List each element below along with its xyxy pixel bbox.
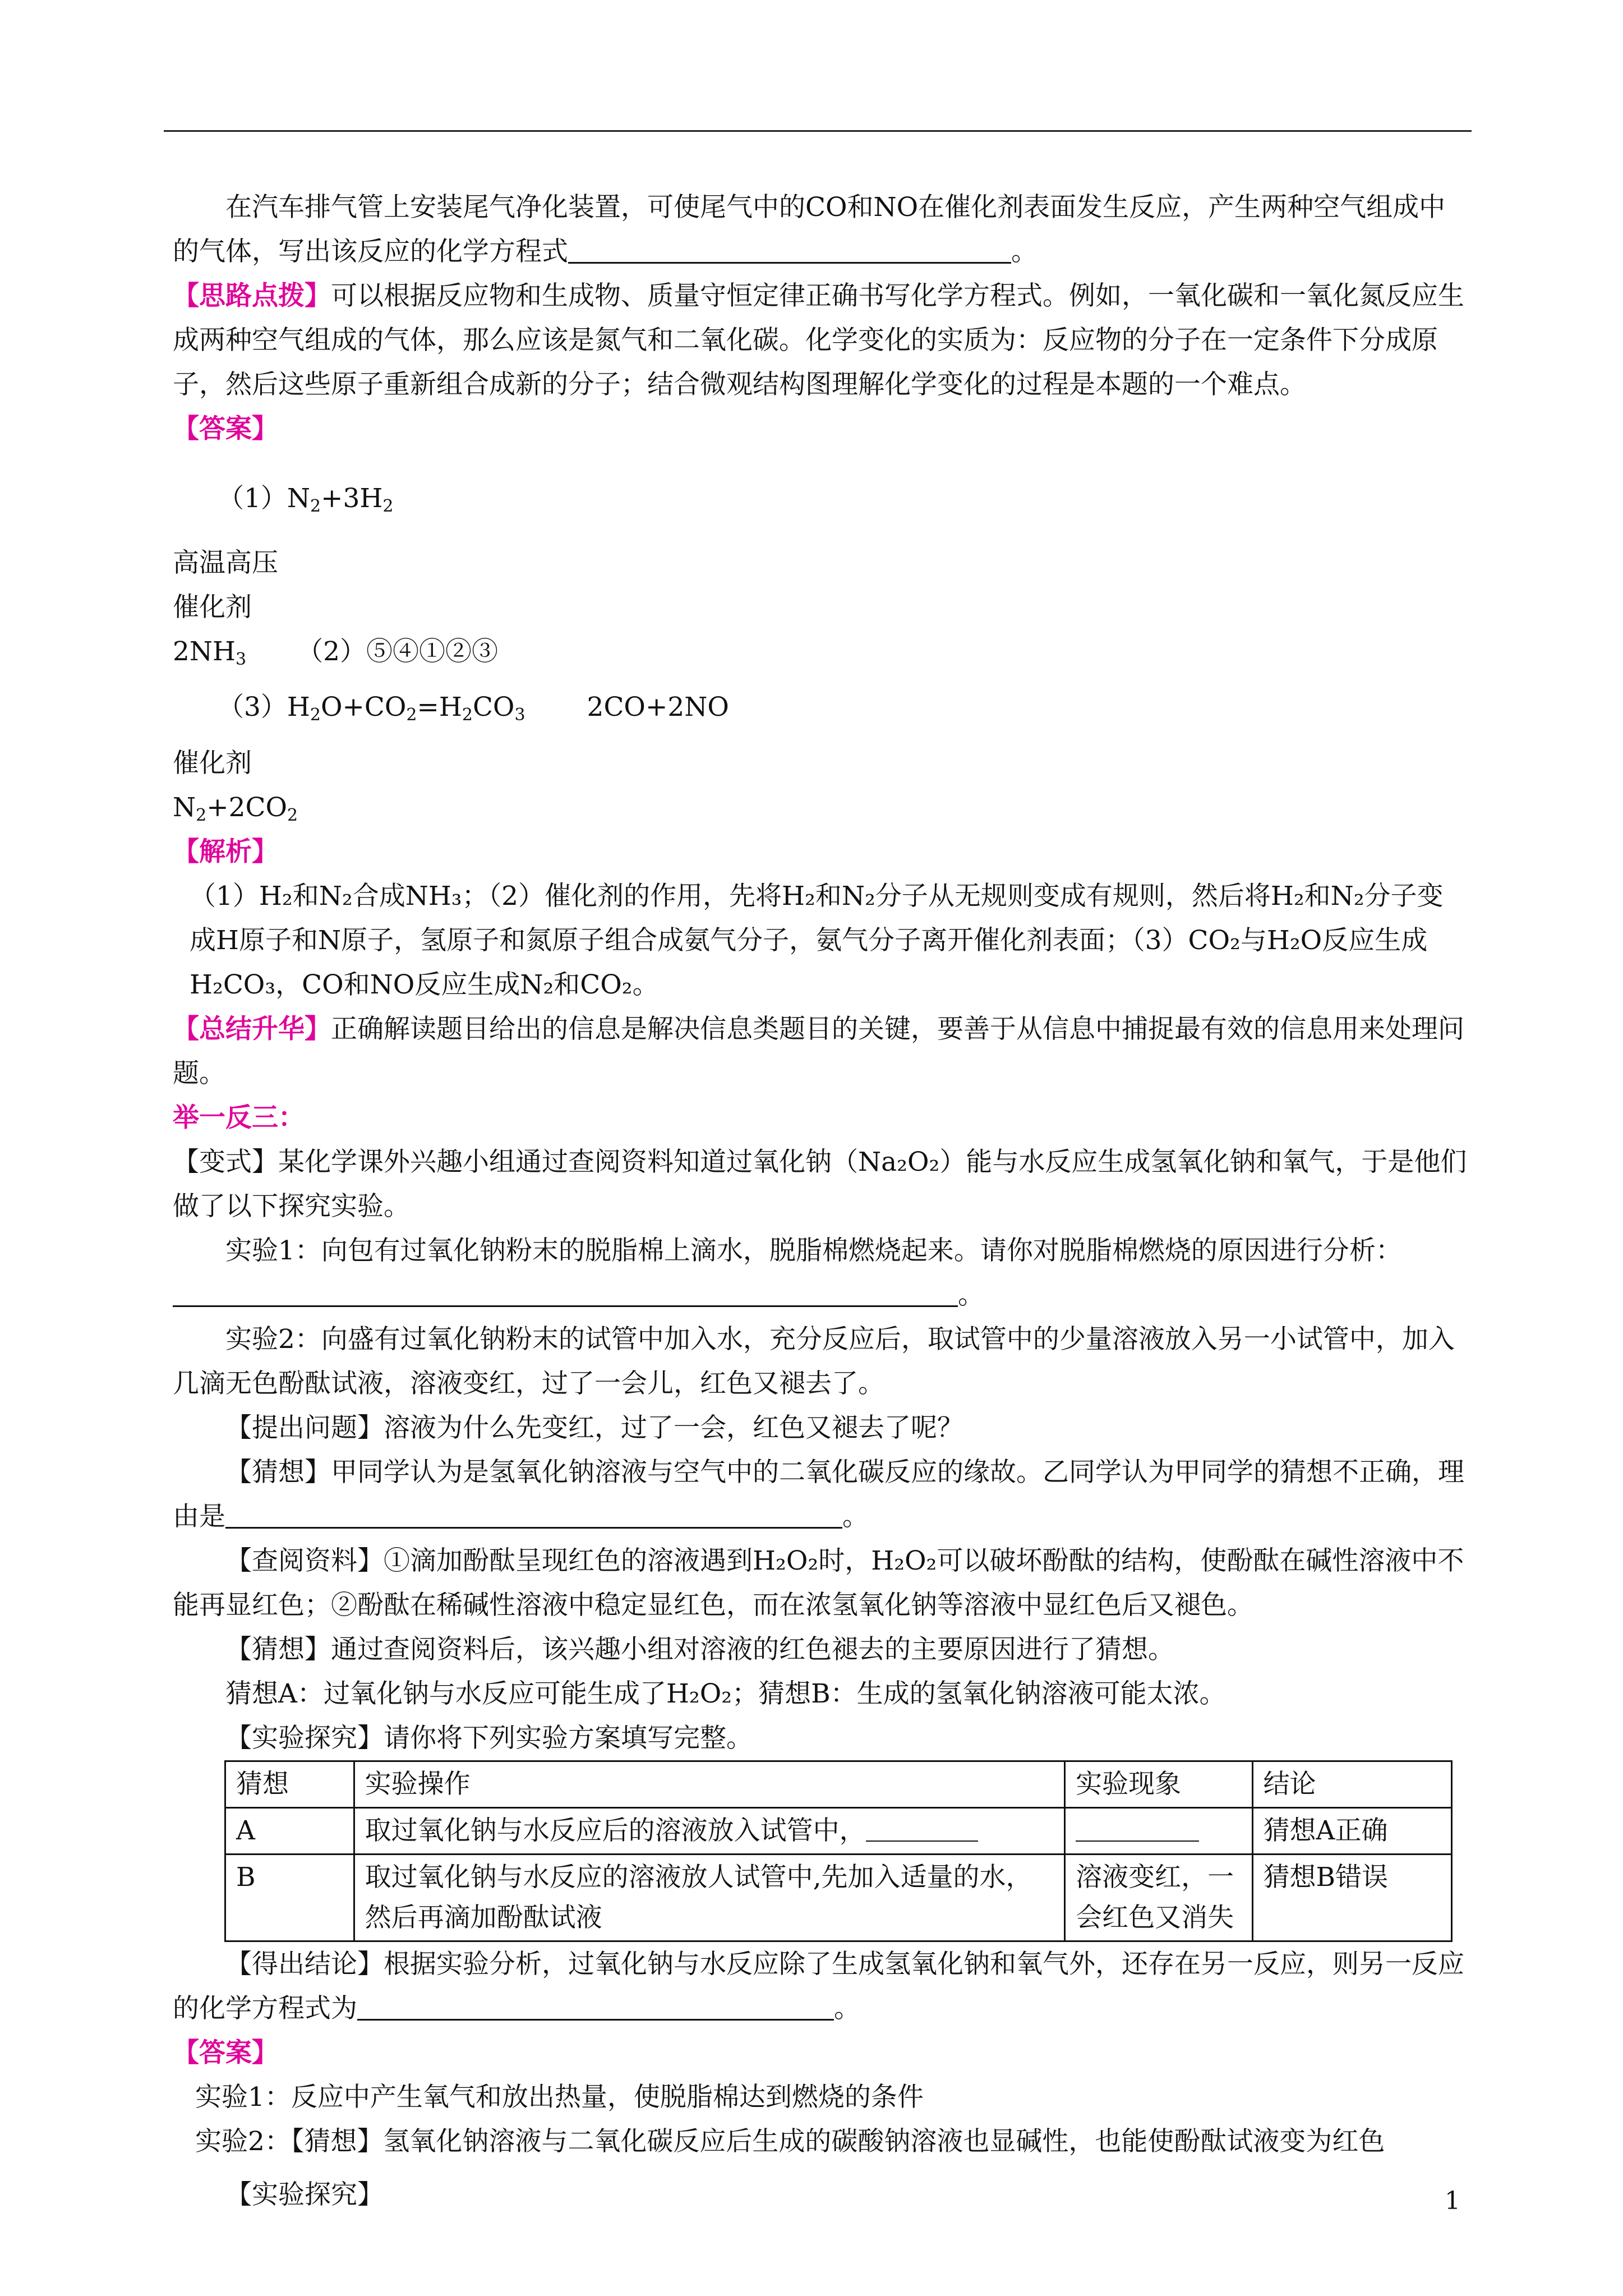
answer-equation-2: $(3)H_2O+CO_2=H_2CO_3$ 2CO+2NO [218, 692, 729, 725]
table-cell: 溶液变红，一会红色又消失 [1065, 1855, 1252, 1941]
variant-intro: 【变式】某化学课外兴趣小组通过查阅资料知道过氧化钠（Na₂O₂）能与水反应生成氢氧化钠和氧气，于是他们做了以下探究实验。 [173, 1147, 1467, 1222]
hint-tag: 【思路点拨】 [173, 280, 331, 311]
table-cell: 取过氧化钠与水反应的溶液放人试管中,先加入适量的水，然后再滴加酚酞试液 [354, 1855, 1065, 1941]
explore-paragraph: 【实验探究】请你将下列实验方案填写完整。 [225, 1723, 753, 1754]
hint-paragraph: 【思路点拨】可以根据反应物和生成物、质量守恒定律正确书写化学方程式。例如，一氧化碳和一氧化氮反应生成两种空气组成的气体，那么应该是氮气和二氧化碳。化学变化的实质为：反应物的分子在一定条件下分成原子，然后这些原子重新组合成新的分子；结合微观结构图理解化学变化的过程是本题的一个难点。 [173, 280, 1464, 400]
header-rule [164, 130, 1472, 132]
experiment-2: 实验2：向盛有过氧化钠粉末的试管中加入水，充分反应后，取试管中的少量溶液放入另一小试管中，加入几滴无色酚酞试液，溶液变红，过了一会儿，红色又褪去了。 [173, 1324, 1455, 1399]
analysis-heading: 【解析】 [173, 836, 278, 867]
table-cell: B [225, 1855, 354, 1941]
answer-blank[interactable] [568, 234, 1011, 264]
answer2-line: 实验2：【猜想】氢氧化钠溶液与二氧化碳反应后生成的碳酸钠溶液也显碱性，也能使酚酞试液变为红色 [195, 2126, 1385, 2157]
table-cell: A [225, 1808, 354, 1855]
answer-blank[interactable] [357, 1991, 834, 2021]
answer2-heading: 【答案】 [173, 2037, 278, 2068]
answer-blank[interactable] [173, 1277, 958, 1307]
page-number: 1 [1445, 2187, 1460, 2215]
table-cell: 猜想A正确 [1252, 1808, 1451, 1855]
table-header: 实验现象 [1065, 1761, 1252, 1808]
answer-blank[interactable] [225, 1499, 842, 1529]
answer-heading: 【答案】 [173, 413, 278, 444]
variant-heading: 举一反三： [173, 1102, 305, 1133]
guess-paragraph-3: 猜想A：过氧化钠与水反应可能生成了H₂O₂；猜想B：生成的氢氧化钠溶液可能太浓。 [225, 1678, 1226, 1709]
answer2-line: 实验1：反应中产生氧气和放出热量，使脱脂棉达到燃烧的条件 [195, 2082, 924, 2113]
table-row [225, 1808, 1452, 1855]
analysis-paragraph: （1）H₂和N₂合成NH₃；（2）催化剂的作用，先将H₂和N₂分子从无规则变成有规则，然后将H₂和N₂分子变成H原子和N原子，氢原子和氮原子组合成氨气分子，氨气分子离开催化剂表面；（3）CO₂与H₂O反应生成H₂CO₃，CO和NO反应生成N₂和CO₂。 [190, 881, 1444, 1000]
table-header: 结论 [1252, 1761, 1451, 1808]
document-body: 在汽车排气管上安装尾气净化装置，可使尾气中的CO和NO在催化剂表面发生反应，产生两种空气组成中的气体，写出该反应的化学方程式 。 【思路点拨】可以根据反应物和生成物、质量守恒定律正确书写化学方程式。例如，一氧化碳和一氧化氮反应生成两种空气组成的气体，那么应该是氮气和二氧化碳。化学变化的实质为：反应物的分子在一定条件下分成原子，然后这些原子重新组合成新的分子；结合微观结构图理解化学变化的过程是本题的一个难点。 【答案】 $(1)N_2+3H_2$ 高温高压 催化剂 $2NH_3$ （2）⑤④①②③ $(3)H_2O+CO_2=H_2CO_3$ 2CO+2NO 催化剂 $N_2+2CO_2$ 【解析】 （1）H₂和N₂合成NH₃；（2）催化剂的作用，先将H₂和N₂分子从无规则变成有规则，然后将H₂和N₂分子变成H原子和N原子，氢原子和氮原子组合成氨气分子，氨气分子离开催化剂表面；（3）CO₂与H₂O反应生成H₂CO₃，CO和NO反应生成N₂和CO₂。 【总结升华】正确解读题目给出的信息是解决信息类题目的关键，要善于从信息中捕捉最有效的信息用来处理问题。 举一反三： 【变式】某化学课外兴趣小组通过查阅资料知道过氧化钠（Na₂O₂）能与水反应生成氢氧化钠和氧气，于是他们做了以下探究实验。 实验1：向包有过氧化钠粉末的脱脂棉上滴水，脱脂棉燃烧起来。请你对脱脂棉燃烧的原因进行分析：。 实验2：向盛有过氧化钠粉末的试管中加入水，充分反应后，取试管中的少量溶液放入另一小试管中，加入几滴无色酚酞试液，溶液变红，过了一会儿，红色又褪去了。 【提出问题】溶液为什么先变红，过了一会，红色又褪去了呢？ 【猜想】甲同学认为是氢氧化钠溶液与空气中的二氧化碳反应的缘故。乙同学认为甲同学的猜想不正确，理由是 。 【查阅资料】①滴加酚酞呈现红色的溶液遇到H₂O₂时，H₂O₂可以破坏酚酞的结构，使酚酞在碱性溶液中不能再显红色；②酚酞在稀碱性溶液中稳定显红色，而在浓氢氧化钠等溶液中显红色后又褪色。 【猜想】通过查阅资料后，该兴趣小组对溶液的红色褪去的主要原因进行了猜想。 猜想A：过氧化钠与水反应可能生成了H₂O₂；猜想B：生成的氢氧化钠溶液可能太浓。 【实验探究】请你将下列实验方案填写完整。 猜想 实验操作 实验现象 结论 A 取过氧化钠与水反应后的溶液放入试管中， 猜想A正确 B 取过氧化钠与水反应的溶液放人试管中,先加入适量的水，然后再滴加酚酞试液 溶液变红，一会红色又消失 猜想B错误 【得出结论】根据实验分析，过氧化钠与水反应除了生成氢氧化钠和氧气外，还存在另一反应，则另一反应的化学方程式为 。 【答案】 实验1：反应中产生氧气和放出热量，使脱脂棉达到燃烧的条件 实验2：【猜想】氢氧化钠溶液与二氧化碳反应后生成的碳酸钠溶液也显碱性，也能使酚酞试液变为红色 【实验探究】 [173, 185, 1468, 2217]
lookup-paragraph: 【查阅资料】①滴加酚酞呈现红色的溶液遇到H₂O₂时，H₂O₂可以破坏酚酞的结构，使酚酞在碱性溶液中不能再显红色；②酚酞在稀碱性溶液中稳定显红色，而在浓氢氧化钠等溶液中显红色后又褪色。 [173, 1545, 1464, 1621]
answer2-line: 【实验探究】 [225, 2179, 384, 2210]
table-row [225, 1855, 1452, 1941]
table-header-row [225, 1761, 1452, 1808]
experiment-table [224, 1760, 1453, 1942]
table-cell: 取过氧化钠与水反应后的溶液放入试管中， [354, 1808, 1065, 1855]
answer-blank[interactable] [866, 1818, 978, 1842]
guess-paragraph: 【猜想】甲同学认为是氢氧化钠溶液与空气中的二氧化碳反应的缘故。乙同学认为甲同学的猜想不正确，理由是 。 [173, 1457, 1464, 1532]
experiment-1: 实验1：向包有过氧化钠粉末的脱脂棉上滴水，脱脂棉燃烧起来。请你对脱脂棉燃烧的原因进行分析：。 [173, 1228, 1468, 1317]
intro-paragraph: 在汽车排气管上安装尾气净化装置，可使尾气中的CO和NO在催化剂表面发生反应，产生两种空气组成中的气体，写出该反应的化学方程式 。 [173, 192, 1446, 267]
table-header: 猜想 [225, 1761, 354, 1808]
table-cell: 猜想B错误 [1252, 1855, 1451, 1941]
summary-paragraph: 【总结升华】正确解读题目给出的信息是解决信息类题目的关键，要善于从信息中捕捉最有效的信息用来处理问题。 [173, 1014, 1464, 1089]
table-header: 实验操作 [354, 1761, 1065, 1808]
answer-blank[interactable] [1076, 1818, 1199, 1842]
guess-paragraph-2: 【猜想】通过查阅资料后，该兴趣小组对溶液的红色褪去的主要原因进行了猜想。 [225, 1634, 1174, 1665]
question-paragraph: 【提出问题】溶液为什么先变红，过了一会，红色又褪去了呢？ [225, 1412, 963, 1443]
conclusion-paragraph: 【得出结论】根据实验分析，过氧化钠与水反应除了生成氢氧化钠和氧气外，还存在另一反应，则另一反应的化学方程式为 。 [173, 1949, 1464, 2024]
answer-equation-1: $(1)N_2+3H_2$ [218, 483, 394, 516]
table-cell [1065, 1808, 1252, 1855]
